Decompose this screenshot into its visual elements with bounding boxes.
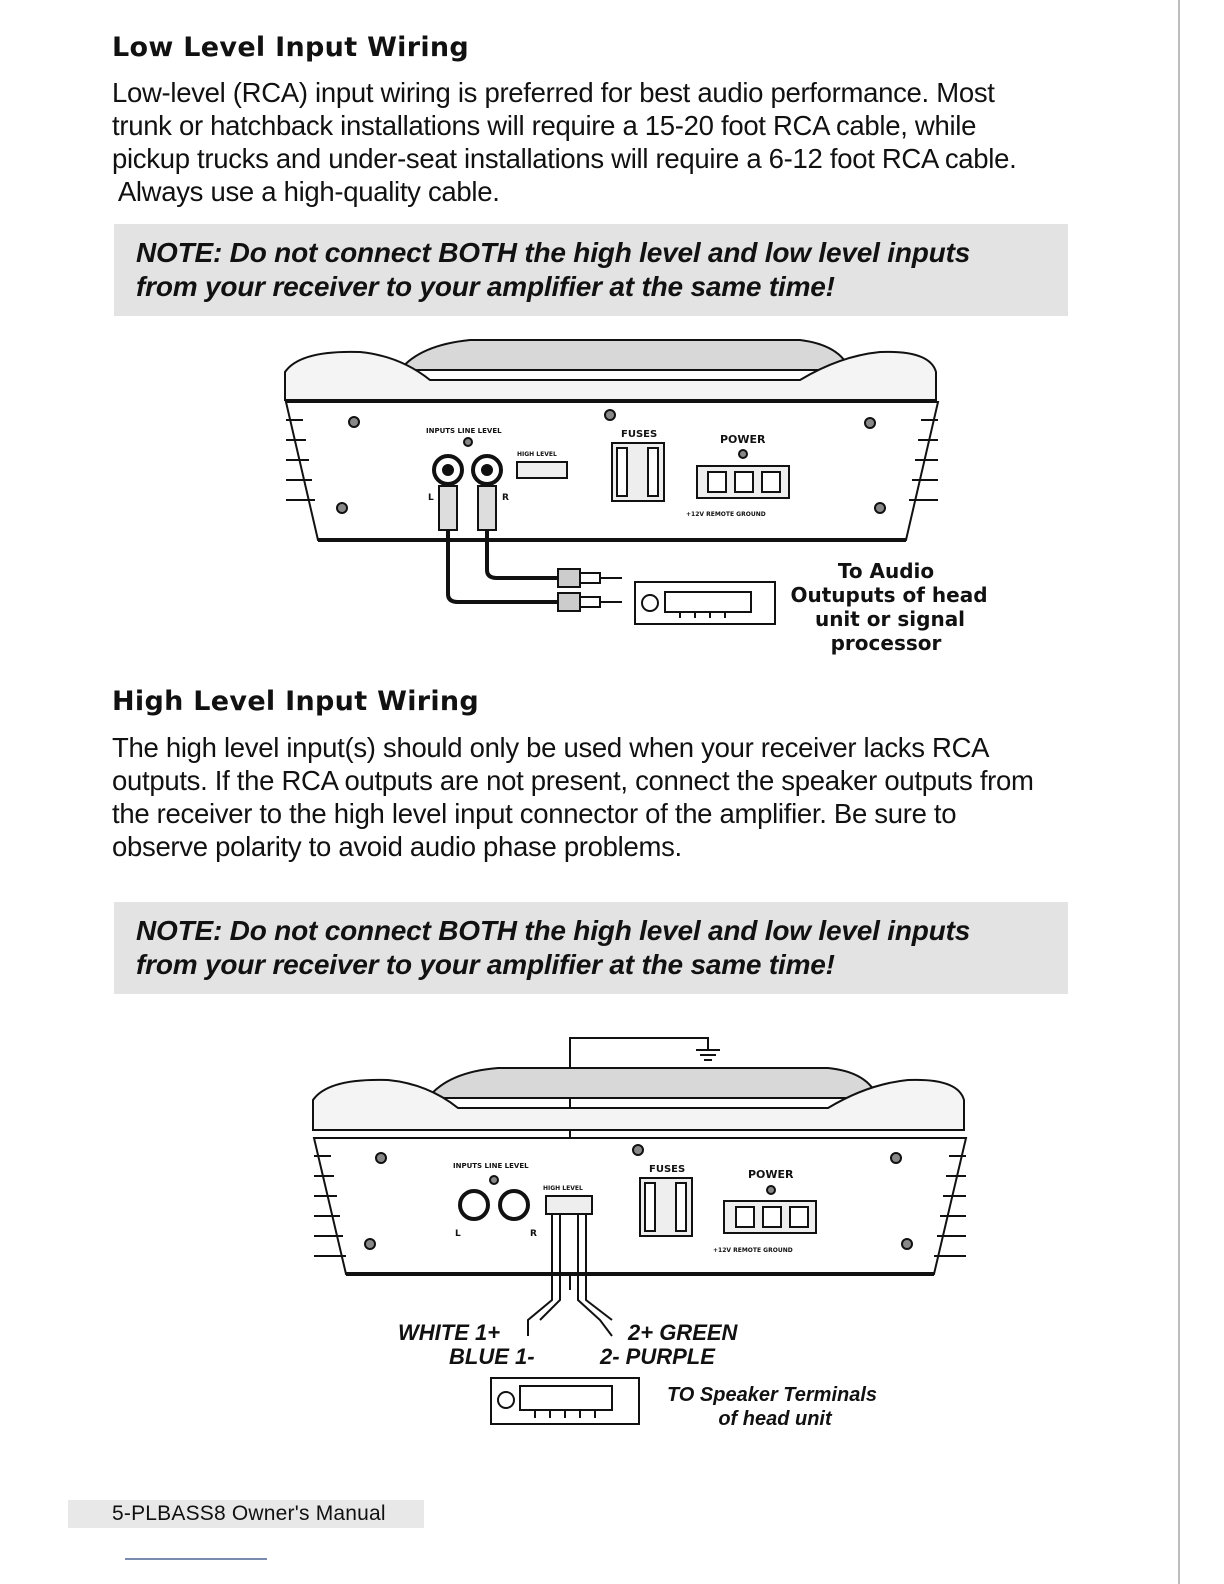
bottom-link-underline: [125, 1558, 267, 1560]
caption-1-line-4: processor: [830, 631, 942, 655]
left-label-2: L: [455, 1229, 461, 1239]
high-level-line-4: observe polarity to avoid audio phase problems.: [112, 831, 682, 862]
caption-2-line-2: of head unit: [718, 1408, 832, 1430]
caption-1-line-3: unit or signal: [814, 607, 966, 631]
caption-1-line-2: Outuputs of head: [790, 583, 988, 607]
terminals-label-2: +12V REMOTE GROUND: [713, 1247, 793, 1254]
high-level-wiring-diagram: [0, 1000, 1224, 1480]
inputs-label-2: INPUTS LINE LEVEL: [453, 1162, 529, 1170]
high-level-line-1: The high level input(s) should only be used when your receiver lacks RCA: [112, 732, 990, 763]
note-box-2: [114, 902, 1068, 994]
low-level-heading: Low Level Input Wiring: [112, 32, 470, 63]
high-level-heading: High Level Input Wiring: [112, 686, 480, 717]
low-level-line-4: Always use a high-quality cable.: [112, 176, 500, 207]
footer-text: 5-PLBASS8 Owner's Manual: [112, 1502, 386, 1525]
high-level-connector-2: [546, 1196, 592, 1214]
high-level-connector: [517, 462, 567, 478]
caption-1-line-1: To Audio: [837, 559, 935, 583]
power-label-1: POWER: [720, 433, 766, 446]
wire-label-blue: BLUE 1-: [449, 1344, 535, 1369]
note-1-line-2: from your receiver to your amplifier at the same time!: [136, 271, 835, 302]
low-level-line-1: Low-level (RCA) input wiring is preferred for best audio performance. Most: [112, 77, 995, 108]
right-label-1: R: [502, 493, 509, 503]
note-2-line-1: NOTE: Do not connect BOTH the high level and low level inputs: [136, 915, 971, 946]
high-level-line-2: outputs. If the RCA outputs are not present, connect the speaker outputs from: [112, 765, 1034, 796]
fuses-label-1: FUSES: [621, 429, 658, 440]
high-level-label-2: HIGH LEVEL: [543, 1185, 583, 1192]
power-label-2: POWER: [748, 1168, 794, 1181]
wire-label-green: 2+ GREEN: [628, 1320, 738, 1345]
wire-label-white: WHITE 1+: [398, 1320, 501, 1345]
wire-label-purple: 2- PURPLE: [600, 1344, 715, 1369]
left-label-1: L: [428, 493, 434, 503]
ground-symbol: [696, 1050, 720, 1060]
low-level-line-2: trunk or hatchback installations will require a 15-20 foot RCA cable, while: [112, 110, 977, 141]
amp-grille-2: [428, 1068, 878, 1098]
fuses-label-2: FUSES: [649, 1164, 686, 1175]
head-unit-1: [635, 582, 775, 624]
high-level-label-1: HIGH LEVEL: [517, 451, 557, 458]
amp-grille: [400, 340, 850, 370]
note-1-line-1: NOTE: Do not connect BOTH the high level and low level inputs: [136, 237, 971, 268]
right-label-2: R: [530, 1229, 537, 1239]
terminals-label-1: +12V REMOTE GROUND: [686, 511, 766, 518]
low-level-wiring-diagram: [0, 0, 1224, 700]
high-level-paragraph: [112, 731, 1152, 863]
low-level-line-3: pickup trucks and under-seat installations will require a 6-12 foot RCA cable.: [112, 143, 1017, 174]
caption-2-line-1: TO Speaker Terminals: [666, 1384, 878, 1406]
note-2-line-2: from your receiver to your amplifier at the same time!: [136, 949, 835, 980]
inputs-label-1: INPUTS LINE LEVEL: [426, 427, 502, 435]
high-level-line-3: the receiver to the high level input connector of the amplifier. Be sure to: [112, 798, 957, 829]
